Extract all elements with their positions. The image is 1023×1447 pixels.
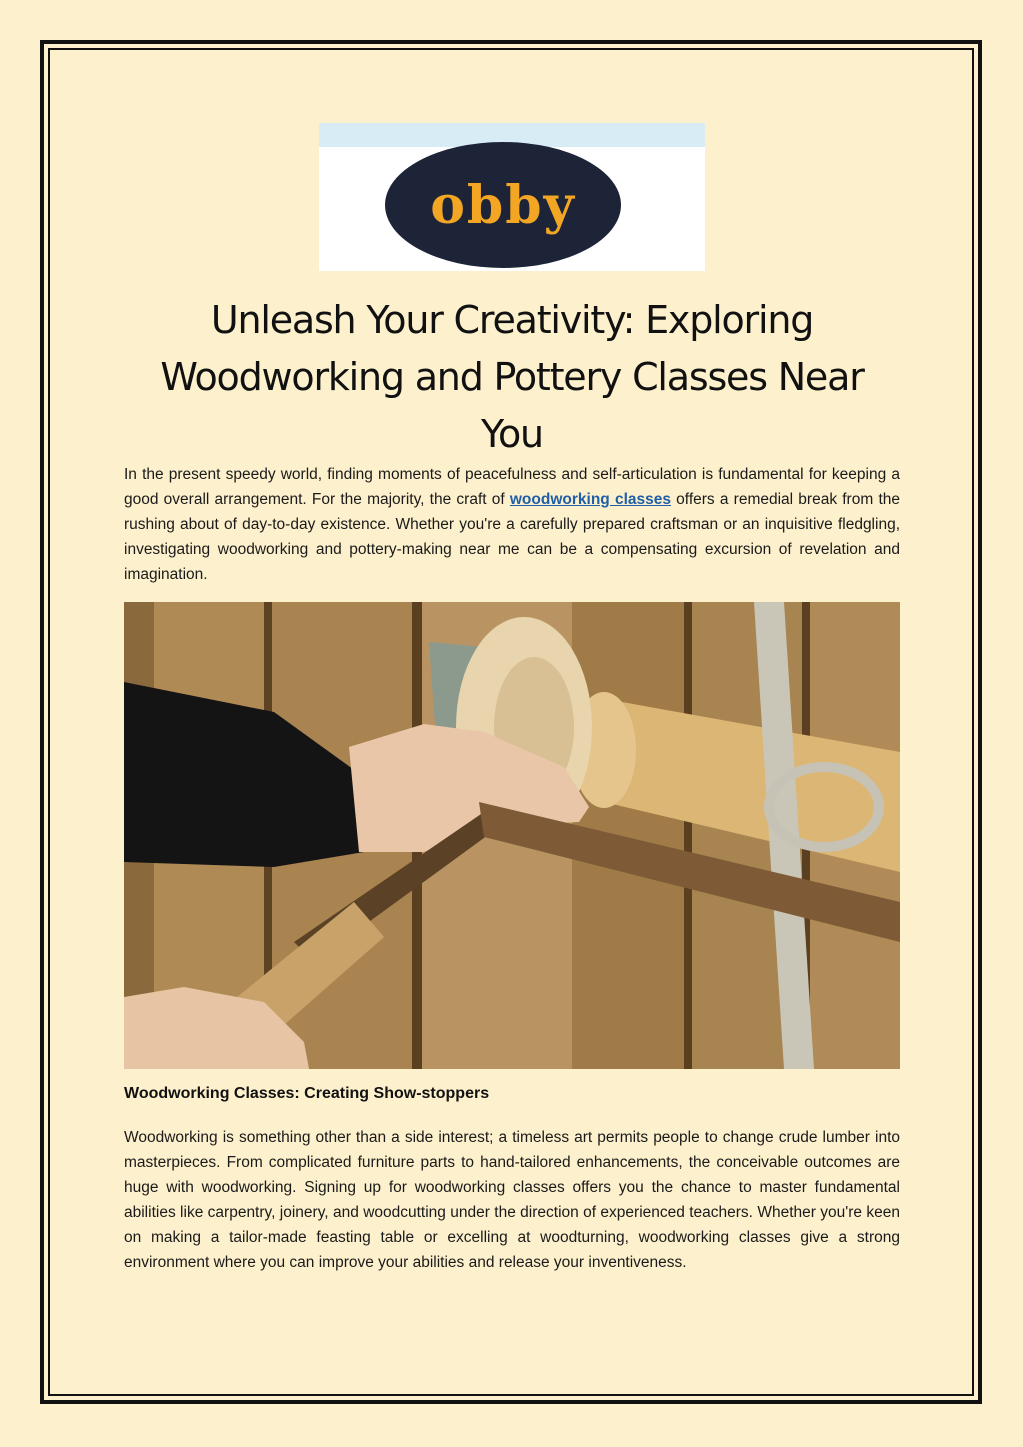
section-body: Woodworking is something other than a side interest; a timeless art permits people to change crude lumber into masterpieces. From complicated furniture parts to hand-tailored enhancements, the conceivable outcomes are huge with woodworking. Signing up for woodworking classes offers you the chance to master fundamental abilities like carpentry, joinery, and woodcutting under the direction of experienced teachers. Whether you're keen on making a tailor-made feasting table or excelling at woodturning, woodworking classes give a strong environment where you can improve your abilities and release your inventiveness. <box>124 1129 900 1271</box>
intro-text-before-link: In the present speedy world, finding moments of peacefulness and self-articulation is fundamental for keeping a good overall arrangement. For the majority, the craft of <box>124 466 900 508</box>
woodworking-classes-link[interactable]: woodworking classes <box>509 491 671 508</box>
intro-text-after-link: offers a remedial break from the rushing about of day-to-day existence. Whether you're a carefully prepared craftsman or an inquisitive fledgling, investigating woodworking and pottery-making near me can be a compensating excursion of revelation and imagination. <box>124 491 900 583</box>
logo-text: obby <box>430 175 576 236</box>
page-title: Unleash Your Creativity: Exploring Woodworking and Pottery Classes Near You <box>160 298 864 456</box>
obby-logo <box>319 123 705 271</box>
section-heading: Woodworking Classes: Creating Show-stoppers <box>124 1085 490 1102</box>
intro-paragraph <box>124 462 900 587</box>
woodturning-photo <box>124 602 900 1069</box>
